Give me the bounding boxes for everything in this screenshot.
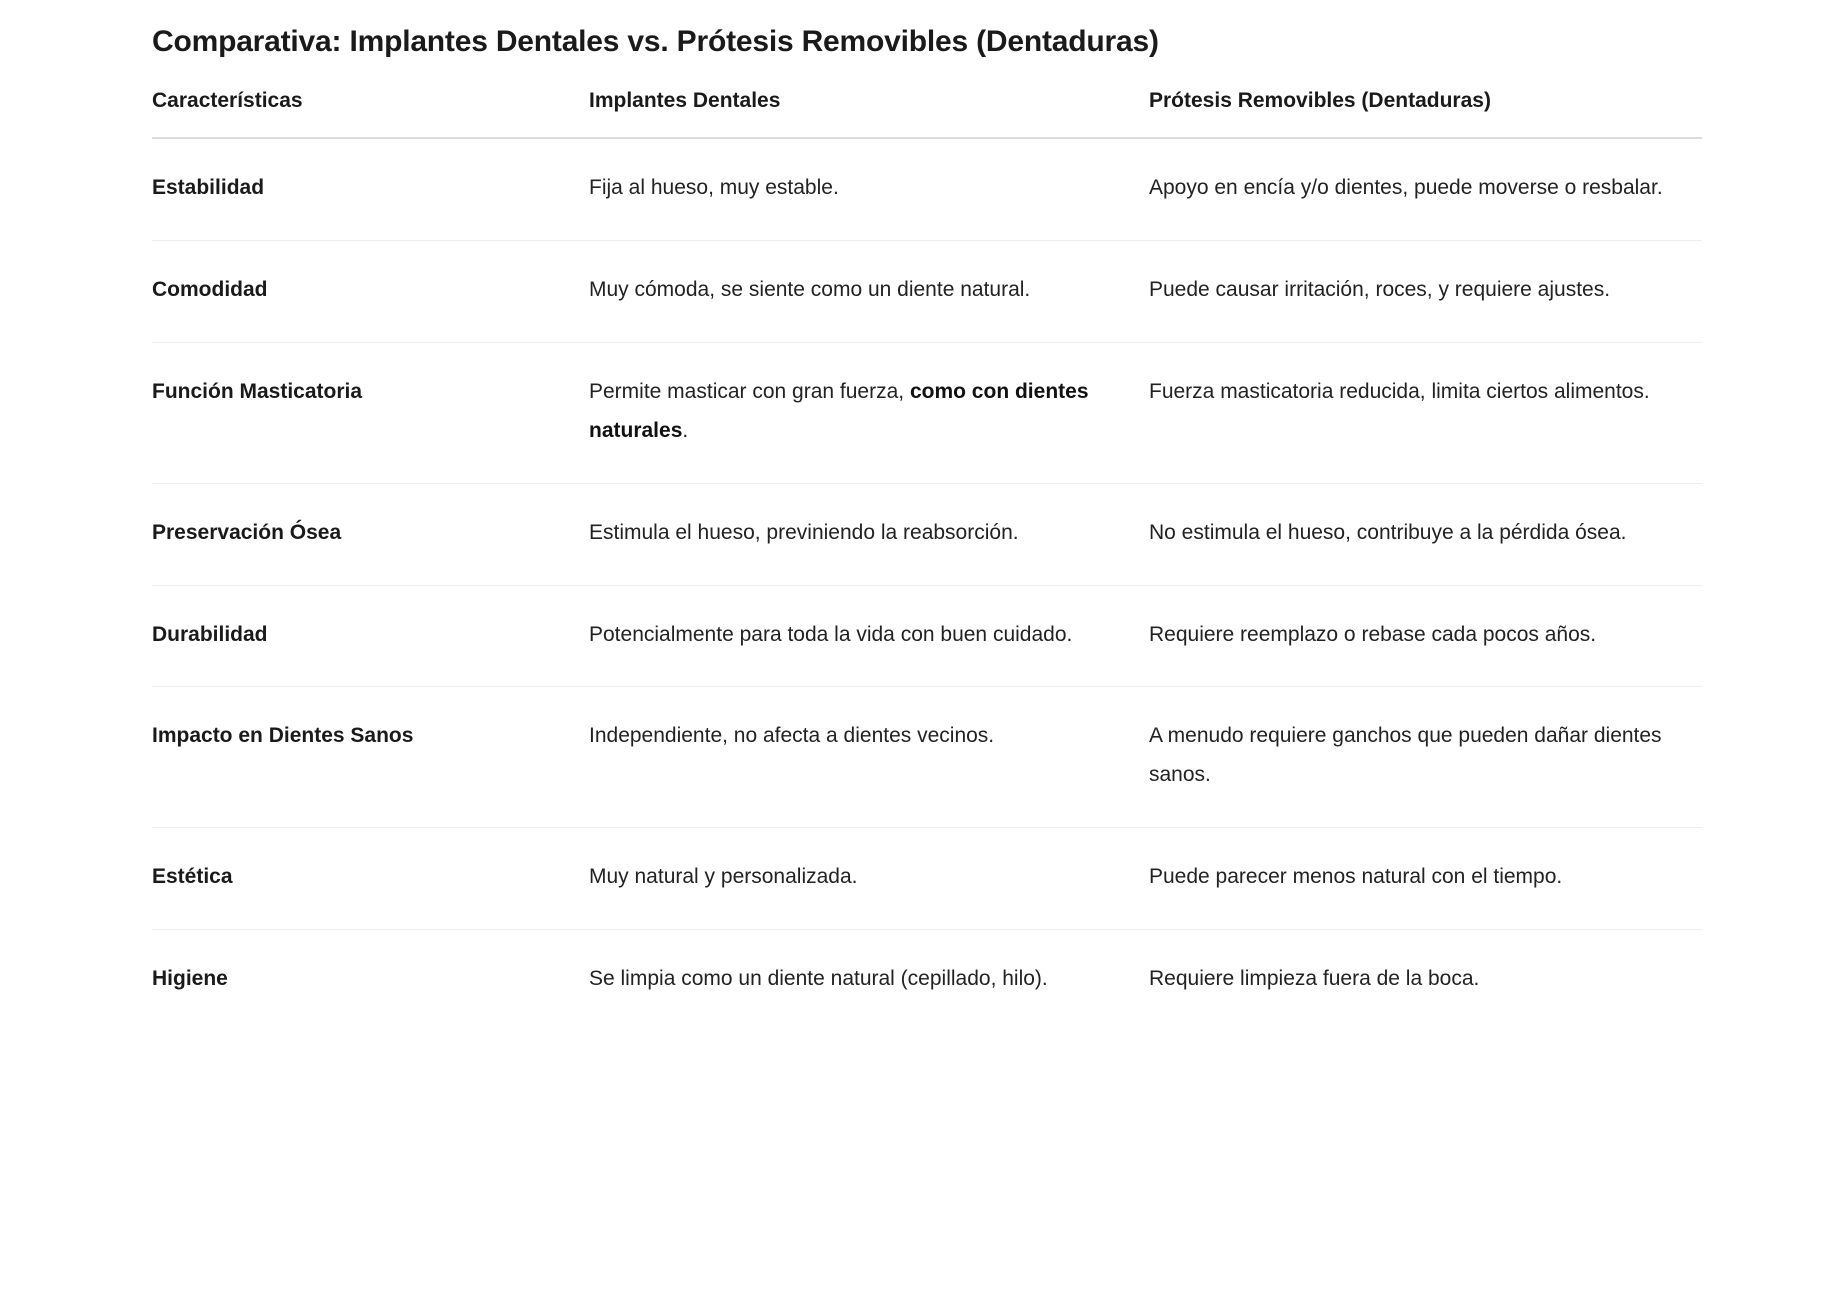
table-header-row [152, 87, 1702, 138]
row-implant-value [589, 343, 1149, 484]
row-implant-value: Potencialmente para toda la vida con buen cuidado. [589, 585, 1149, 687]
row-feature-label: Preservación Ósea [152, 483, 589, 585]
row-implant-value: Se limpia como un diente natural (cepillado, hilo). [589, 966, 1048, 990]
table-row [152, 687, 1702, 828]
row-feature-label: Estabilidad [152, 138, 589, 240]
column-header-caracteristicas: Características [152, 87, 589, 138]
row-denture-value: Puede parecer menos natural con el tiempo. [1149, 828, 1702, 930]
comparison-table-container [152, 87, 1702, 1031]
table-row [152, 929, 1702, 1030]
row-feature-label: Durabilidad [152, 585, 589, 687]
row-implant-value: Muy cómoda, se siente como un diente natural. [589, 241, 1149, 343]
table-row [152, 138, 1702, 240]
row-implant-text-emphasis: como con dientes naturales [589, 380, 1089, 442]
table-header [152, 87, 1702, 138]
page-title: Comparativa: Implantes Dentales vs. Prótesis Removibles (Dentaduras) [152, 25, 1159, 58]
row-feature-label: Función Masticatoria [152, 343, 589, 484]
comparison-table [152, 87, 1702, 1031]
row-feature-label: Higiene [152, 966, 228, 990]
row-implant-text-suffix: . [682, 418, 689, 442]
row-denture-value: Requiere reemplazo o rebase cada pocos años. [1149, 585, 1702, 687]
row-implant-value: Estimula el hueso, previniendo la reabsorción. [589, 483, 1149, 585]
table-row [152, 343, 1702, 484]
table-row [152, 241, 1702, 343]
row-denture-value: A menudo requiere ganchos que pueden dañar dientes sanos. [1149, 687, 1702, 828]
row-implant-value: Muy natural y personalizada. [589, 828, 1149, 930]
table-body [152, 138, 1702, 1030]
row-feature-label: Impacto en Dientes Sanos [152, 687, 589, 828]
column-header-implantes-dentales: Implantes Dentales [589, 87, 1149, 138]
row-implant-value: Independiente, no afecta a dientes vecinos. [589, 687, 1149, 828]
row-denture-value: No estimula el hueso, contribuye a la pérdida ósea. [1149, 483, 1702, 585]
column-header-protesis-removibles: Prótesis Removibles (Dentaduras) [1149, 87, 1702, 138]
row-feature-label: Comodidad [152, 241, 589, 343]
table-row [152, 585, 1702, 687]
table-row [152, 483, 1702, 585]
row-feature-label: Estética [152, 828, 589, 930]
row-implant-text-prefix: Permite masticar con gran fuerza, [589, 380, 910, 404]
row-denture-value: Apoyo en encía y/o dientes, puede moverse o resbalar. [1149, 138, 1702, 240]
row-denture-value: Fuerza masticatoria reducida, limita ciertos alimentos. [1149, 343, 1702, 484]
table-row [152, 828, 1702, 930]
row-denture-value: Puede causar irritación, roces, y requiere ajustes. [1149, 241, 1702, 343]
row-denture-value: Requiere limpieza fuera de la boca. [1149, 966, 1480, 990]
row-implant-value: Fija al hueso, muy estable. [589, 138, 1149, 240]
